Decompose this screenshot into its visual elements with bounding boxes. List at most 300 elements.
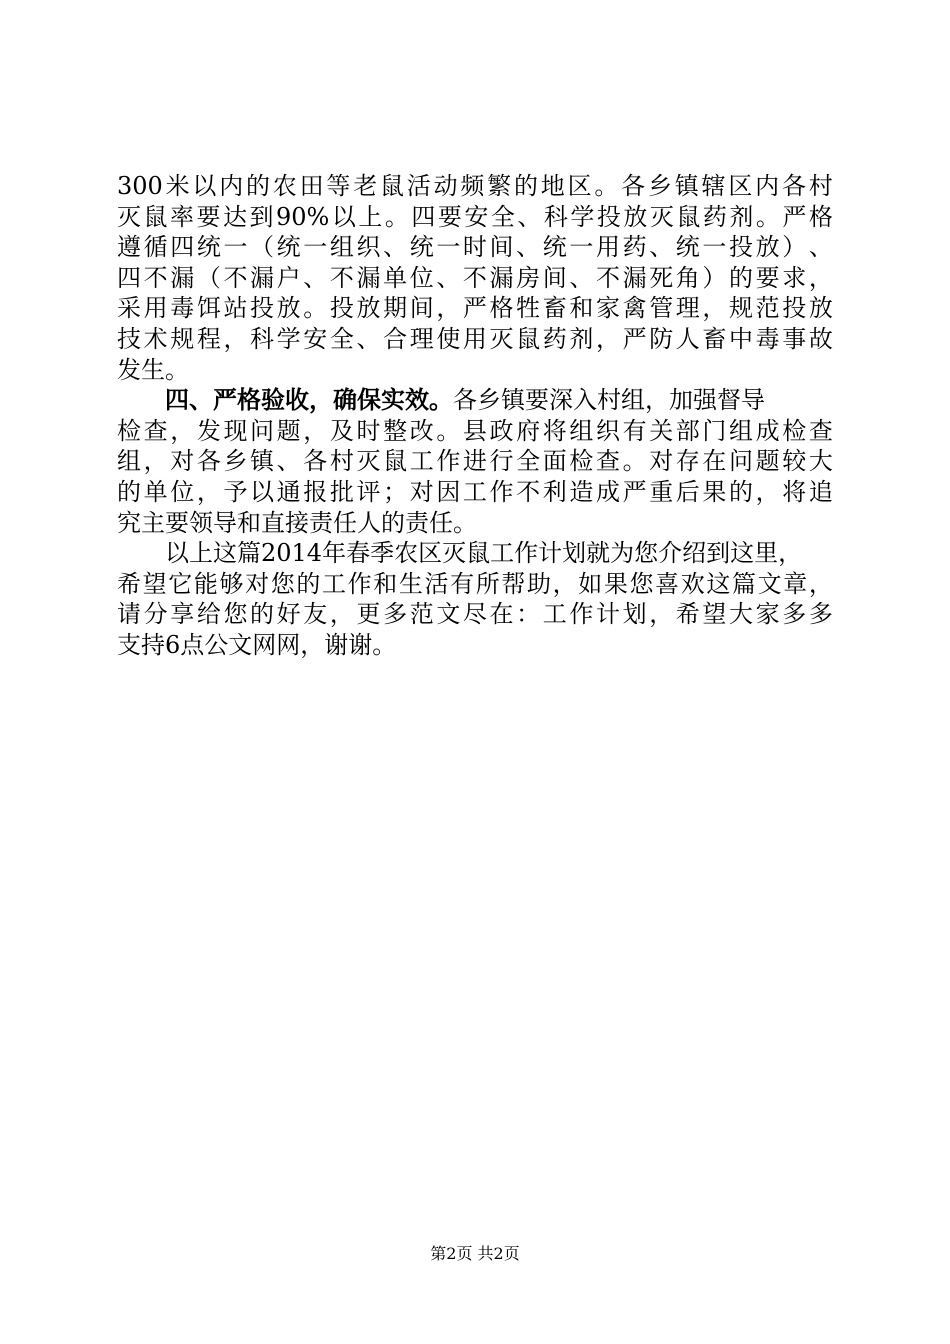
text-glyph: 请 xyxy=(117,600,141,629)
text-glyph: 、 xyxy=(276,447,301,476)
text-glyph: 问 xyxy=(250,416,275,445)
text-glyph: 较 xyxy=(782,447,807,476)
text-glyph: 题 xyxy=(276,416,301,445)
text-glyph: 一 xyxy=(702,233,727,262)
page-footer xyxy=(0,1244,950,1264)
text-glyph: ， xyxy=(595,324,620,353)
text-glyph: 投 xyxy=(782,294,807,323)
text-glyph: 不 xyxy=(329,263,354,292)
text-line xyxy=(117,293,833,324)
text-glyph: 到 xyxy=(249,202,274,231)
text-glyph: 县 xyxy=(462,416,487,445)
text-glyph: 故 xyxy=(808,324,833,353)
text-glyph: 理 xyxy=(409,324,434,353)
text-glyph: 学 xyxy=(276,324,301,353)
text-glyph: 果 xyxy=(603,569,628,598)
text-glyph: 和 xyxy=(569,294,594,323)
text-glyph: 、 xyxy=(303,263,328,292)
text-glyph: 望 xyxy=(142,569,167,598)
text-glyph: 灭 xyxy=(649,202,674,231)
text-glyph: 改 xyxy=(409,416,434,445)
text-glyph: 大 xyxy=(808,447,833,476)
text-glyph: 因 xyxy=(436,477,461,506)
text-glyph: 范 xyxy=(755,294,780,323)
text-glyph: 投 xyxy=(596,202,621,231)
text-glyph: 村 xyxy=(329,447,354,476)
text-glyph: 用 xyxy=(143,294,168,323)
text-glyph: 漏 xyxy=(250,263,275,292)
text-glyph: 防 xyxy=(649,324,674,353)
text-glyph: 程 xyxy=(196,324,221,353)
text-glyph: 造 xyxy=(569,477,594,506)
text-glyph: 的 xyxy=(729,477,754,506)
text-glyph: 组 xyxy=(117,447,141,476)
text-glyph: 工 xyxy=(409,447,434,476)
text-glyph: 章 xyxy=(783,569,808,598)
text-glyph: 查 xyxy=(808,416,833,445)
text-glyph: 的 xyxy=(246,172,270,200)
text-glyph: ， xyxy=(170,416,195,445)
text-glyph: 全 xyxy=(490,202,515,231)
text-glyph: 间 xyxy=(542,263,567,292)
text-glyph: 更 xyxy=(356,600,381,629)
text-glyph: 家 xyxy=(755,600,780,629)
text-glyph: 多 xyxy=(383,600,408,629)
text-glyph: 90% xyxy=(276,202,330,231)
text-glyph: ， xyxy=(143,447,168,476)
text-glyph: 遵 xyxy=(117,233,141,262)
text-glyph: ， xyxy=(436,294,461,323)
text-glyph: 对 xyxy=(409,477,434,506)
text-glyph: 希 xyxy=(675,600,700,629)
text-glyph: 乡 xyxy=(223,447,248,476)
text-glyph: 放 xyxy=(808,294,833,323)
text-glyph: 繁 xyxy=(487,172,512,200)
text-glyph: 合 xyxy=(383,324,408,353)
text-glyph: 评 xyxy=(356,477,381,506)
text-glyph: 查 xyxy=(143,416,168,445)
text-glyph: ， xyxy=(329,600,354,629)
text-glyph: 成 xyxy=(595,477,620,506)
text-glyph: 工 xyxy=(542,600,567,629)
text-glyph: 求 xyxy=(782,263,807,292)
text-glyph: 上 xyxy=(358,202,383,231)
text-glyph: 乡 xyxy=(647,172,672,200)
text-glyph: 、 xyxy=(649,233,674,262)
text-glyph: 够 xyxy=(219,569,244,598)
text-line: 究主要领导和直接责任人的责任。 xyxy=(117,508,477,537)
text-glyph: 内 xyxy=(219,172,244,200)
text-line: 以上这篇2014年春季农区灭鼠工作计划就为您介绍到这里， xyxy=(165,539,803,568)
text-glyph: 对 xyxy=(245,569,270,598)
text-glyph: 术 xyxy=(143,324,168,353)
text-glyph: 用 xyxy=(595,233,620,262)
text-glyph: 区 xyxy=(567,172,592,200)
text-glyph: 存 xyxy=(675,447,700,476)
text-glyph: 间 xyxy=(489,233,514,262)
text-glyph: 发 xyxy=(196,416,221,445)
text-glyph: 科 xyxy=(543,202,568,231)
text-glyph: 四 xyxy=(170,233,195,262)
text-glyph: 各 xyxy=(781,172,806,200)
text-glyph: 的 xyxy=(729,263,754,292)
text-glyph: 投 xyxy=(329,294,354,323)
text-glyph: 站 xyxy=(223,294,248,323)
text-glyph: 工 xyxy=(322,569,346,598)
text-glyph: 在 xyxy=(702,447,727,476)
text-glyph: 学 xyxy=(570,202,595,231)
text-glyph: 采 xyxy=(117,294,141,323)
text-glyph: 您 xyxy=(223,600,248,629)
text-glyph: 鼠 xyxy=(516,324,541,353)
text-glyph: 生 xyxy=(398,569,423,598)
text-glyph: 。 xyxy=(622,447,647,476)
text-glyph: 理 xyxy=(675,294,700,323)
text-glyph: 对 xyxy=(649,447,674,476)
text-glyph: 报 xyxy=(303,477,328,506)
text-glyph: （ xyxy=(196,263,221,292)
text-line xyxy=(117,324,833,355)
text-glyph: 。 xyxy=(594,172,619,200)
text-glyph: 喜 xyxy=(655,569,680,598)
text-glyph: 格 xyxy=(808,202,833,231)
text-glyph: 饵 xyxy=(196,294,221,323)
text-glyph: 各 xyxy=(621,172,646,200)
text-glyph: 您 xyxy=(629,569,654,598)
text-glyph: 统 xyxy=(542,233,567,262)
text-glyph: 门 xyxy=(702,416,727,445)
text-glyph: 频 xyxy=(460,172,485,200)
text-glyph: 管 xyxy=(649,294,674,323)
text-glyph: （ xyxy=(250,233,275,262)
text-glyph: 300 xyxy=(117,172,163,200)
text-glyph: 严 xyxy=(622,477,647,506)
text-glyph: 科 xyxy=(250,324,275,353)
text-glyph: 多 xyxy=(808,600,833,629)
text-glyph: 放 xyxy=(755,233,780,262)
text-glyph: 将 xyxy=(542,416,567,445)
text-glyph: 放 xyxy=(623,202,648,231)
text-glyph: 通 xyxy=(276,477,301,506)
text-glyph: 、 xyxy=(356,324,381,353)
text-glyph: 重 xyxy=(649,477,674,506)
text-glyph: 四 xyxy=(117,263,141,292)
text-glyph: 有 xyxy=(450,569,475,598)
text-glyph: 期 xyxy=(383,294,408,323)
text-glyph: 内 xyxy=(755,172,780,200)
text-glyph: 成 xyxy=(755,416,780,445)
text-glyph: 放 xyxy=(356,294,381,323)
document-body xyxy=(117,171,833,661)
text-glyph: 后 xyxy=(675,477,700,506)
text-glyph: 计 xyxy=(595,600,620,629)
text-glyph: 等 xyxy=(326,172,351,200)
text-glyph: 投 xyxy=(250,294,275,323)
text-glyph: 及 xyxy=(329,416,354,445)
text-glyph: 牲 xyxy=(516,294,541,323)
text-glyph: 技 xyxy=(117,324,141,353)
text-glyph: 划 xyxy=(622,600,647,629)
text-glyph: 一 xyxy=(436,233,461,262)
text-glyph: 四 xyxy=(411,202,436,231)
text-glyph: 鼠 xyxy=(676,202,701,231)
text-glyph: 以 xyxy=(331,202,356,231)
text-line xyxy=(117,263,833,294)
text-glyph: ） xyxy=(702,263,727,292)
text-glyph: 严 xyxy=(782,202,807,231)
text-glyph: 一 xyxy=(569,233,594,262)
text-glyph: 所 xyxy=(475,569,500,598)
text-glyph: 以 xyxy=(250,477,275,506)
text-glyph: 畜 xyxy=(542,294,567,323)
text-glyph: 望 xyxy=(702,600,727,629)
text-glyph: 药 xyxy=(702,202,727,231)
text-glyph: 位 xyxy=(170,477,195,506)
text-glyph: 角 xyxy=(675,263,700,292)
text-glyph: 单 xyxy=(383,263,408,292)
text-glyph: 的 xyxy=(513,172,538,200)
text-glyph: 不 xyxy=(595,263,620,292)
text-line: 发生。 xyxy=(117,355,189,384)
text-glyph: 米 xyxy=(165,172,190,200)
text-glyph: 它 xyxy=(168,569,193,598)
text-glyph: 灭 xyxy=(356,447,381,476)
text-glyph: ， xyxy=(755,477,780,506)
text-glyph: 、 xyxy=(569,263,594,292)
text-glyph: ） xyxy=(782,233,807,262)
text-glyph: 和 xyxy=(373,569,398,598)
text-glyph: 动 xyxy=(433,172,458,200)
text-glyph: 死 xyxy=(649,263,674,292)
text-glyph: 多 xyxy=(782,600,807,629)
text-glyph: ， xyxy=(808,263,833,292)
text-glyph: 、 xyxy=(436,263,461,292)
text-glyph: 位 xyxy=(409,263,434,292)
text-glyph: 篇 xyxy=(732,569,756,598)
text-glyph: 规 xyxy=(729,294,754,323)
text-glyph: 一 xyxy=(303,233,328,262)
text-glyph: 查 xyxy=(595,447,620,476)
text-glyph: 、 xyxy=(516,233,541,262)
text-glyph: 严 xyxy=(622,324,647,353)
text-glyph: 活 xyxy=(406,172,431,200)
text-glyph: 漏 xyxy=(622,263,647,292)
text-glyph: 以 xyxy=(192,172,217,200)
text-glyph: 放 xyxy=(276,294,301,323)
text-glyph: 单 xyxy=(143,477,168,506)
text-glyph: 作 xyxy=(569,600,594,629)
text-glyph: 作 xyxy=(436,447,461,476)
text-glyph: 要 xyxy=(437,202,462,231)
text-glyph: 农 xyxy=(272,172,297,200)
text-glyph: 中 xyxy=(729,324,754,353)
text-glyph: 题 xyxy=(755,447,780,476)
text-glyph: 友 xyxy=(303,600,328,629)
text-glyph: 家 xyxy=(595,294,620,323)
text-glyph: 组 xyxy=(569,416,594,445)
text-glyph: 不 xyxy=(462,263,487,292)
text-glyph: 要 xyxy=(755,263,780,292)
text-glyph: 织 xyxy=(595,416,620,445)
text-glyph: 畜 xyxy=(702,324,727,353)
text-glyph: 整 xyxy=(383,416,408,445)
text-glyph: 分 xyxy=(143,600,168,629)
text-glyph: 组 xyxy=(729,416,754,445)
text-glyph: 要 xyxy=(196,202,221,231)
text-glyph: ， xyxy=(808,569,833,598)
text-line xyxy=(117,232,833,263)
text-glyph: 一 xyxy=(223,233,248,262)
text-glyph: 对 xyxy=(170,447,195,476)
text-glyph: 有 xyxy=(622,416,647,445)
text-glyph: 府 xyxy=(516,416,541,445)
text-glyph: 全 xyxy=(516,447,541,476)
text-glyph: 好 xyxy=(276,600,301,629)
text-line xyxy=(117,202,833,233)
text-glyph: 的 xyxy=(117,477,141,506)
text-glyph: 安 xyxy=(303,324,328,353)
text-glyph: 鼠 xyxy=(379,172,404,200)
text-glyph: 统 xyxy=(675,233,700,262)
text-glyph: 活 xyxy=(424,569,449,598)
text-glyph: 格 xyxy=(489,294,514,323)
text-glyph: 问 xyxy=(729,447,754,476)
text-glyph: 能 xyxy=(193,569,218,598)
text-glyph: 不 xyxy=(516,477,541,506)
text-glyph: 作 xyxy=(347,569,372,598)
text-glyph: 人 xyxy=(675,324,700,353)
text-line xyxy=(117,569,833,600)
text-glyph: 禽 xyxy=(622,294,647,323)
text-line xyxy=(117,416,833,447)
text-line xyxy=(117,477,833,508)
text-glyph: 大 xyxy=(729,600,754,629)
text-glyph: 药 xyxy=(622,233,647,262)
text-glyph: 予 xyxy=(223,477,248,506)
text-glyph: ， xyxy=(702,294,727,323)
text-glyph: 户 xyxy=(276,263,301,292)
text-glyph: 尽 xyxy=(462,600,487,629)
text-glyph: 。 xyxy=(755,202,780,231)
text-glyph: 规 xyxy=(170,324,195,353)
text-glyph: 部 xyxy=(675,416,700,445)
text-glyph: 统 xyxy=(276,233,301,262)
text-glyph: 剂 xyxy=(569,324,594,353)
text-glyph: 漏 xyxy=(356,263,381,292)
text-glyph: 时 xyxy=(356,416,381,445)
text-glyph: 追 xyxy=(808,477,833,506)
text-glyph: 范 xyxy=(409,600,434,629)
text-glyph: 、 xyxy=(383,233,408,262)
text-glyph: 织 xyxy=(356,233,381,262)
text-glyph: 作 xyxy=(489,477,514,506)
text-glyph: 房 xyxy=(516,263,541,292)
text-glyph: 、 xyxy=(808,233,833,262)
text-glyph: 剂 xyxy=(729,202,754,231)
text-glyph: 给 xyxy=(196,600,221,629)
text-glyph: 进 xyxy=(462,447,487,476)
text-glyph: 漏 xyxy=(489,263,514,292)
text-glyph: 文 xyxy=(436,600,461,629)
section-heading: 四、严格验收，确保实效。 xyxy=(165,385,453,415)
text-glyph: 面 xyxy=(542,447,567,476)
text-glyph: 率 xyxy=(170,202,194,231)
paragraph xyxy=(117,385,833,538)
text-glyph: 投 xyxy=(729,233,754,262)
text-glyph: 政 xyxy=(489,416,514,445)
text-glyph: 希 xyxy=(117,569,141,598)
text-glyph: 检 xyxy=(782,416,807,445)
text-glyph: 村 xyxy=(808,172,833,200)
text-glyph: ； xyxy=(383,477,408,506)
text-glyph: 安 xyxy=(464,202,489,231)
text-glyph: 利 xyxy=(542,477,567,506)
paragraph xyxy=(117,171,833,385)
text-glyph: 享 xyxy=(170,600,195,629)
text-glyph: 地 xyxy=(540,172,565,200)
text-glyph: 。 xyxy=(436,416,461,445)
text-glyph: 行 xyxy=(489,447,514,476)
text-glyph: 各 xyxy=(303,447,328,476)
text-glyph: 现 xyxy=(223,416,248,445)
text-glyph: ， xyxy=(552,569,577,598)
text-glyph: 漏 xyxy=(170,263,195,292)
text-glyph: ， xyxy=(196,477,221,506)
text-glyph: 间 xyxy=(409,294,434,323)
text-glyph: 您 xyxy=(270,569,295,598)
page-number: 第2页 共2页 xyxy=(430,1244,520,1263)
text-glyph: 检 xyxy=(569,447,594,476)
text-glyph: 老 xyxy=(353,172,378,200)
text-glyph: 各 xyxy=(196,447,221,476)
text-glyph: 批 xyxy=(329,477,354,506)
text-glyph: ， xyxy=(303,416,328,445)
text-glyph: 文 xyxy=(757,569,782,598)
text-glyph: 药 xyxy=(542,324,567,353)
text-glyph: ， xyxy=(649,600,674,629)
text-glyph: 统 xyxy=(196,233,221,262)
text-glyph: 使 xyxy=(436,324,461,353)
text-glyph: 镇 xyxy=(674,172,699,200)
text-glyph: 在 xyxy=(489,600,514,629)
text-glyph: 毒 xyxy=(170,294,195,323)
text-glyph: 帮 xyxy=(501,569,526,598)
text-glyph: 不 xyxy=(223,263,248,292)
text-glyph: 工 xyxy=(462,477,487,506)
text-glyph: 镇 xyxy=(250,447,275,476)
text-glyph: 检 xyxy=(117,416,141,445)
text-glyph: 鼠 xyxy=(143,202,168,231)
text-glyph: 助 xyxy=(527,569,551,598)
paragraph xyxy=(117,538,833,660)
text-glyph: 灭 xyxy=(117,202,141,231)
text-glyph: 严 xyxy=(462,294,487,323)
text-glyph: 循 xyxy=(143,233,168,262)
text-glyph: 时 xyxy=(462,233,487,262)
text-glyph: 欢 xyxy=(680,569,705,598)
text-line xyxy=(117,171,833,202)
text-line xyxy=(117,599,833,630)
text-glyph: 。 xyxy=(384,202,409,231)
text-glyph: ： xyxy=(516,600,541,629)
text-glyph: 区 xyxy=(728,172,753,200)
text-glyph: 。 xyxy=(303,294,328,323)
text-glyph: 统 xyxy=(409,233,434,262)
text-line xyxy=(117,446,833,477)
text-glyph: 达 xyxy=(223,202,247,231)
text-glyph: 的 xyxy=(250,600,275,629)
text-glyph: 全 xyxy=(329,324,354,353)
